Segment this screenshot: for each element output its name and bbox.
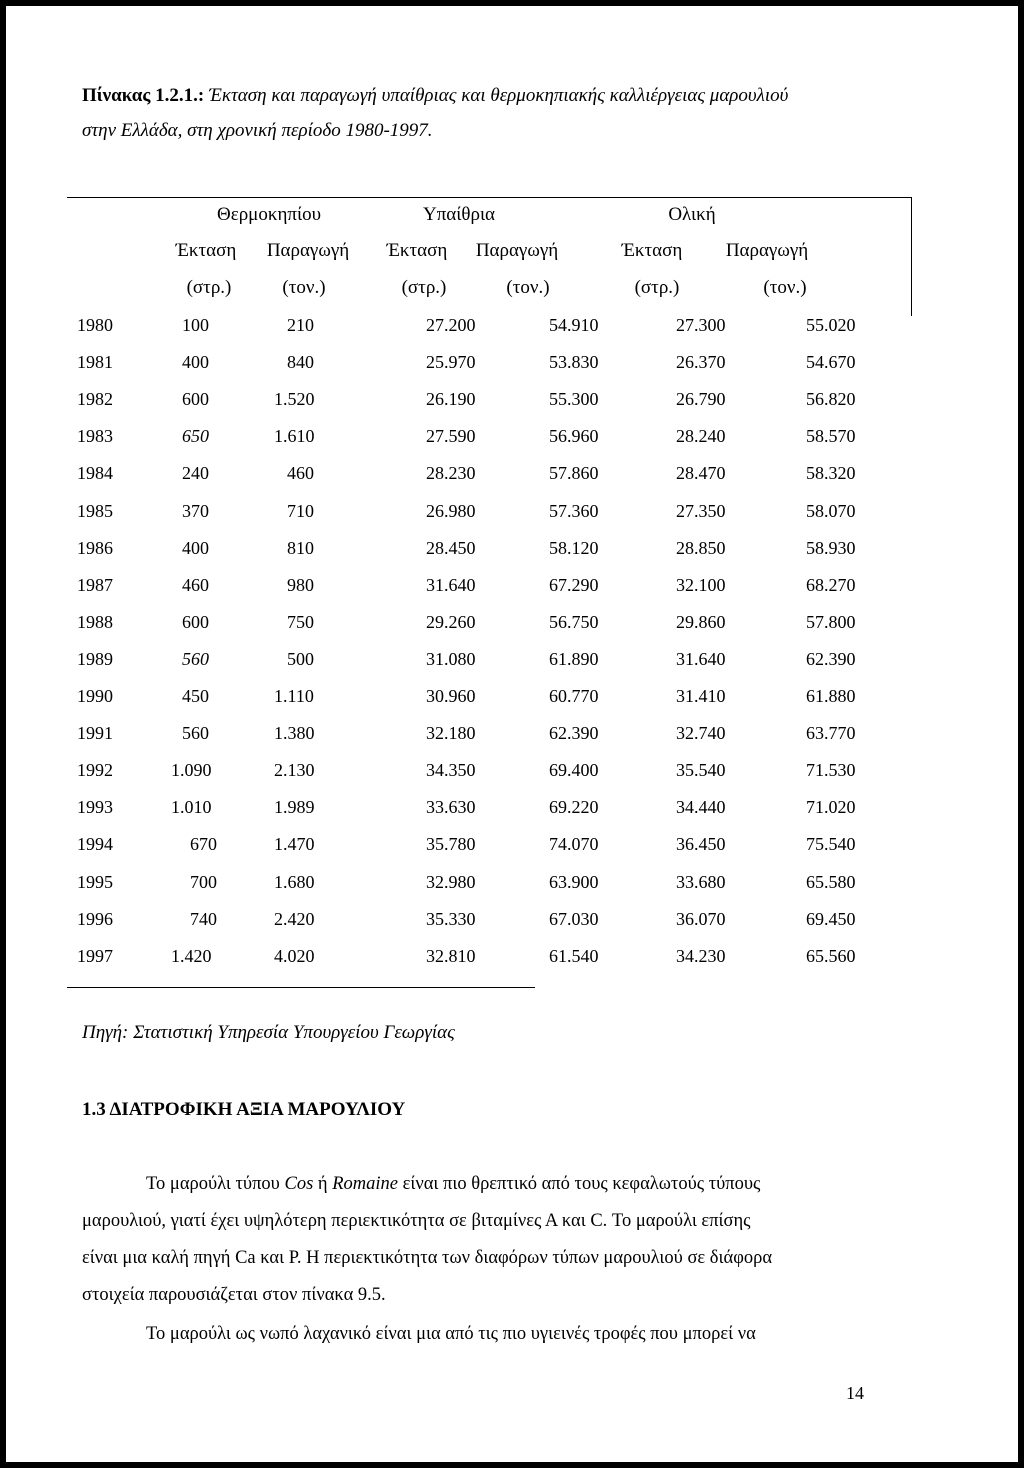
table-cell: 65.560: [806, 945, 856, 966]
table-cell: 33.680: [676, 871, 726, 892]
table-cell: 460: [182, 574, 209, 595]
table-cell: 75.540: [806, 834, 856, 855]
romaine-term: Romaine: [332, 1174, 398, 1194]
column-subheader: Έκταση: [386, 240, 448, 261]
table-cell: 35.540: [676, 760, 726, 781]
table-cell: 1993: [77, 797, 113, 818]
table-bottom-rule: [67, 987, 535, 988]
table-cell: 58.570: [806, 426, 856, 447]
table-cell: 32.980: [426, 871, 476, 892]
table-cell: 1988: [77, 611, 113, 632]
table-cell: 1984: [77, 463, 113, 484]
table-cell: 67.290: [549, 574, 599, 595]
table-cell: 35.780: [426, 834, 476, 855]
document-page: [6, 6, 1018, 1462]
table-cell: 560: [182, 723, 209, 744]
table-cell: 980: [287, 574, 314, 595]
column-unit: (τον.): [506, 277, 550, 298]
table-cell: 400: [182, 352, 209, 373]
column-unit: (στρ.): [186, 277, 232, 298]
table-cell: 1987: [77, 574, 113, 595]
table-cell: 1991: [77, 723, 113, 744]
table-cell: 63.900: [549, 871, 599, 892]
table-cell: 1.010: [171, 797, 212, 818]
table-cell: 1.380: [274, 723, 315, 744]
table-cell: 1992: [77, 760, 113, 781]
table-cell: 57.800: [806, 611, 856, 632]
table-cell: 58.930: [806, 537, 856, 558]
table-cell: 370: [182, 500, 209, 521]
table-cell: 1983: [77, 426, 113, 447]
table-cell: 61.890: [549, 648, 599, 669]
table-cell: 55.300: [549, 389, 599, 410]
table-cell: 27.300: [676, 315, 726, 335]
column-subheader: Παραγωγή: [266, 240, 350, 261]
table-cell: 1.090: [171, 760, 212, 781]
table-cell: 31.410: [676, 686, 726, 706]
table-cell: 36.070: [676, 908, 726, 929]
paragraph-1-line-1: Το μαρούλι τύπου Cos ή Romaine είναι πιο θρεπτικό από τους κεφαλωτούς τύπους: [146, 1174, 761, 1194]
table-cell: 600: [182, 611, 209, 632]
table-cell: 54.910: [549, 315, 599, 335]
table-cell: 700: [190, 871, 217, 892]
column-unit: (τον.): [282, 277, 326, 298]
table-cell: 74.070: [549, 834, 599, 855]
page-number: 14: [846, 1383, 864, 1403]
table-cell: 1.680: [274, 871, 315, 892]
table-cell: 1980: [77, 315, 113, 335]
section-heading: 1.3 ΔΙΑΤΡΟΦΙΚΗ ΑΞΙΑ ΜΑΡΟΥΛΙΟΥ: [82, 1099, 406, 1120]
table-cell: 600: [182, 389, 209, 410]
table-cell: 27.590: [426, 426, 476, 447]
table-cell: 58.070: [806, 500, 856, 521]
table-cell: 650: [182, 426, 209, 447]
table-cell: 56.820: [806, 389, 856, 410]
table-cell: 1.989: [274, 797, 315, 818]
table-cell: 29.860: [676, 611, 726, 632]
table-cell: 1989: [77, 648, 113, 669]
table-cell: 1997: [77, 945, 113, 966]
table-cell: 71.020: [806, 797, 856, 818]
table-cell: 1994: [77, 834, 113, 855]
table-cell: 1.420: [171, 945, 212, 966]
table-cell: 57.860: [549, 463, 599, 484]
table-cell: 500: [287, 648, 314, 669]
table-cell: 670: [190, 834, 217, 855]
table-cell: 28.240: [676, 426, 726, 447]
table-cell: 28.850: [676, 537, 726, 558]
table-cell: 63.770: [806, 723, 856, 744]
table-cell: 1982: [77, 389, 113, 410]
table-cell: 58.120: [549, 537, 599, 558]
table-cell: 65.580: [806, 871, 856, 892]
table-cell: 69.220: [549, 797, 599, 818]
table-cell: 32.740: [676, 723, 726, 744]
table-cell: 1.470: [274, 834, 315, 855]
table-caption-line-2: [82, 120, 433, 142]
table-caption-text: Έκταση και παραγωγή υπαίθριας και θερμοκηπιακής καλλιέργειας μαρουλιού: [208, 85, 789, 106]
table-cell: 34.350: [426, 760, 476, 781]
cos-term: Cos: [284, 1174, 314, 1194]
table-cell: 450: [182, 686, 209, 706]
table-cell: 35.330: [426, 908, 476, 929]
table-cell: 36.450: [676, 834, 726, 855]
paragraph-1-line-3: είναι μια καλή πηγή Ca και P. Η περιεκτικότητα των διαφόρων τύπων μαρουλιού σε διάφορα: [82, 1248, 773, 1268]
table-cell: 4.020: [274, 945, 315, 966]
table-cell: 69.450: [806, 908, 856, 929]
table-cell: 32.810: [426, 945, 476, 966]
column-group-header: Υπαίθρια: [422, 204, 496, 225]
table-cell: 27.200: [426, 315, 476, 335]
table-cell: 26.370: [676, 352, 726, 373]
table-cell: 31.080: [426, 648, 476, 669]
table-cell: 240: [182, 463, 209, 484]
table-cell: 68.270: [806, 574, 856, 595]
table-cell: 57.360: [549, 500, 599, 521]
column-subheader: Παραγωγή: [725, 240, 809, 261]
table-cell: 1995: [77, 871, 113, 892]
table-cell: 34.440: [676, 797, 726, 818]
table-cell: 740: [190, 908, 217, 929]
table-cell: 62.390: [806, 648, 856, 669]
table-cell: 69.400: [549, 760, 599, 781]
table-cell: 28.230: [426, 463, 476, 484]
paragraph-1-line-2: μαρουλιού, γιατί έχει υψηλότερη περιεκτικότητα σε βιταμίνες Α και C. Το μαρούλι επίσης: [82, 1211, 751, 1231]
table-cell: 26.980: [426, 500, 476, 521]
table-cell: 32.100: [676, 574, 726, 595]
table-cell: 710: [287, 500, 314, 521]
table-cell: 26.190: [426, 389, 476, 410]
column-unit: (τον.): [763, 277, 807, 298]
table-cell: 61.540: [549, 945, 599, 966]
table-cell: 71.530: [806, 760, 856, 781]
column-subheader: Έκταση: [175, 240, 237, 261]
table-source: Πηγή: Στατιστική Υπηρεσία Υπουργείου Γεωργίας: [82, 1022, 455, 1043]
table-cell: 1.610: [274, 426, 315, 447]
column-group-header: Θερμοκηπίου: [217, 204, 321, 225]
table-cell: 210: [287, 315, 314, 335]
table-cell: 100: [182, 315, 209, 335]
table-cell: 54.670: [806, 352, 856, 373]
table-cell: 1985: [77, 500, 113, 521]
column-subheader: Παραγωγή: [475, 240, 559, 261]
table-caption-label: Πίνακας 1.2.1.:: [82, 85, 205, 106]
table-cell: 34.230: [676, 945, 726, 966]
paragraph-2: Το μαρούλι ως νωπό λαχανικό είναι μια από τις πιο υγιεινές τροφές που μπορεί να: [146, 1324, 756, 1344]
table-cell: 61.880: [806, 686, 856, 706]
table-cell: 29.260: [426, 611, 476, 632]
column-subheader: Έκταση: [621, 240, 683, 261]
table-cell: 2.130: [274, 760, 315, 781]
table-cell: 28.470: [676, 463, 726, 484]
table-cell: 810: [287, 537, 314, 558]
table-cell: 58.320: [806, 463, 856, 484]
table-cell: 1981: [77, 352, 113, 373]
table-cell: 460: [287, 463, 314, 484]
table-cell: 27.350: [676, 500, 726, 521]
table-cell: 30.960: [426, 686, 476, 706]
table-cell: 1990: [77, 686, 113, 706]
table-cell: 56.960: [549, 426, 599, 447]
table-cell: 67.030: [549, 908, 599, 929]
table-caption-line-1: [82, 85, 788, 107]
table-cell: 840: [287, 352, 314, 373]
table-cell: 28.450: [426, 537, 476, 558]
table-cell: 33.630: [426, 797, 476, 818]
table-cell: 1.110: [274, 686, 314, 706]
table-cell: 56.750: [549, 611, 599, 632]
table-cell: 1.520: [274, 389, 315, 410]
table-cell: 31.640: [426, 574, 476, 595]
table-cell: 60.770: [549, 686, 599, 706]
paragraph-1-line-4: στοιχεία παρουσιάζεται στον πίνακα 9.5.: [82, 1285, 386, 1305]
table-cell: 31.640: [676, 648, 726, 669]
table-cell: 62.390: [549, 723, 599, 744]
table-cell: 750: [287, 611, 314, 632]
table-cell: 55.020: [806, 315, 856, 335]
column-unit: (στρ.): [401, 277, 447, 298]
table-cell: 1986: [77, 537, 113, 558]
table-cell: 1996: [77, 908, 113, 929]
table-cell: 32.180: [426, 723, 476, 744]
table-cell: 560: [182, 648, 209, 669]
table-cell: 26.790: [676, 389, 726, 410]
table-cell: 53.830: [549, 352, 599, 373]
column-unit: (στρ.): [634, 277, 680, 298]
table-cell: 25.970: [426, 352, 476, 373]
table-caption-text-2: στην Ελλάδα, στη χρονική περίοδο 1980-1997.: [82, 120, 433, 141]
table-cell: 400: [182, 537, 209, 558]
column-group-header: Ολική: [668, 204, 716, 225]
table-cell: 2.420: [274, 908, 315, 929]
